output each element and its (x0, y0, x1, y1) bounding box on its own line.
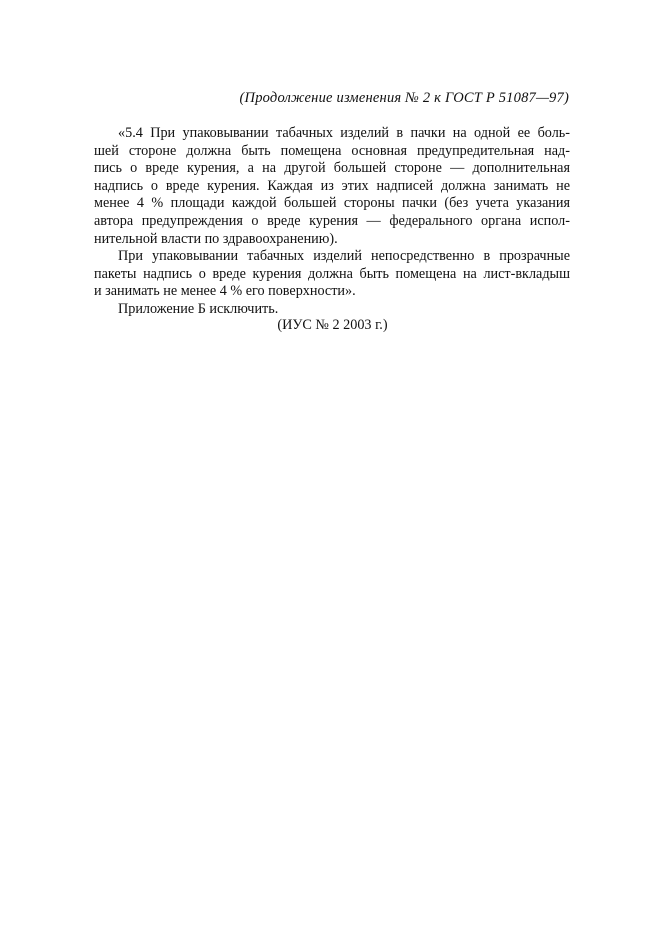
source-reference: (ИУС № 2 2003 г.) (277, 317, 388, 333)
paragraph-1-line-7: нительной власти по здравоохранению). (94, 230, 338, 247)
continuation-header: (Продолжение изменения № 2 к ГОСТ Р 51087—97) (239, 90, 569, 106)
paragraph-1-line-5: менее 4 % площади каждой большей стороны пачки (без учета указания (94, 195, 570, 212)
paragraph-3-line-1: Приложение Б исключить. (118, 300, 279, 317)
amendment-body (94, 125, 570, 319)
paragraph-1-line-2: шей стороне должна быть помещена основная предупредительная над- (94, 142, 570, 159)
paragraph-2-line-3: и занимать не менее 4 % его поверхности». (94, 283, 356, 300)
paragraph-2-line-2: пакеты надпись о вреде курения должна быть помещена на лист-вкладыш (94, 265, 570, 282)
paragraph-1-line-6: автора предупреждения о вреде курения — федерального органа испол- (94, 212, 570, 229)
paragraph-1-line-3: пись о вреде курения, а на другой большей стороне — дополнительная (94, 160, 570, 177)
paragraph-1-line-1: «5.4 При упаковывании табачных изделий в пачки на одной ее боль- (118, 125, 570, 141)
paragraph-2-line-1: При упаковывании табачных изделий непосредственно в прозрачные (118, 248, 570, 265)
paragraph-1-line-4: надпись о вреде курения. Каждая из этих надписей должна занимать не (94, 177, 570, 194)
